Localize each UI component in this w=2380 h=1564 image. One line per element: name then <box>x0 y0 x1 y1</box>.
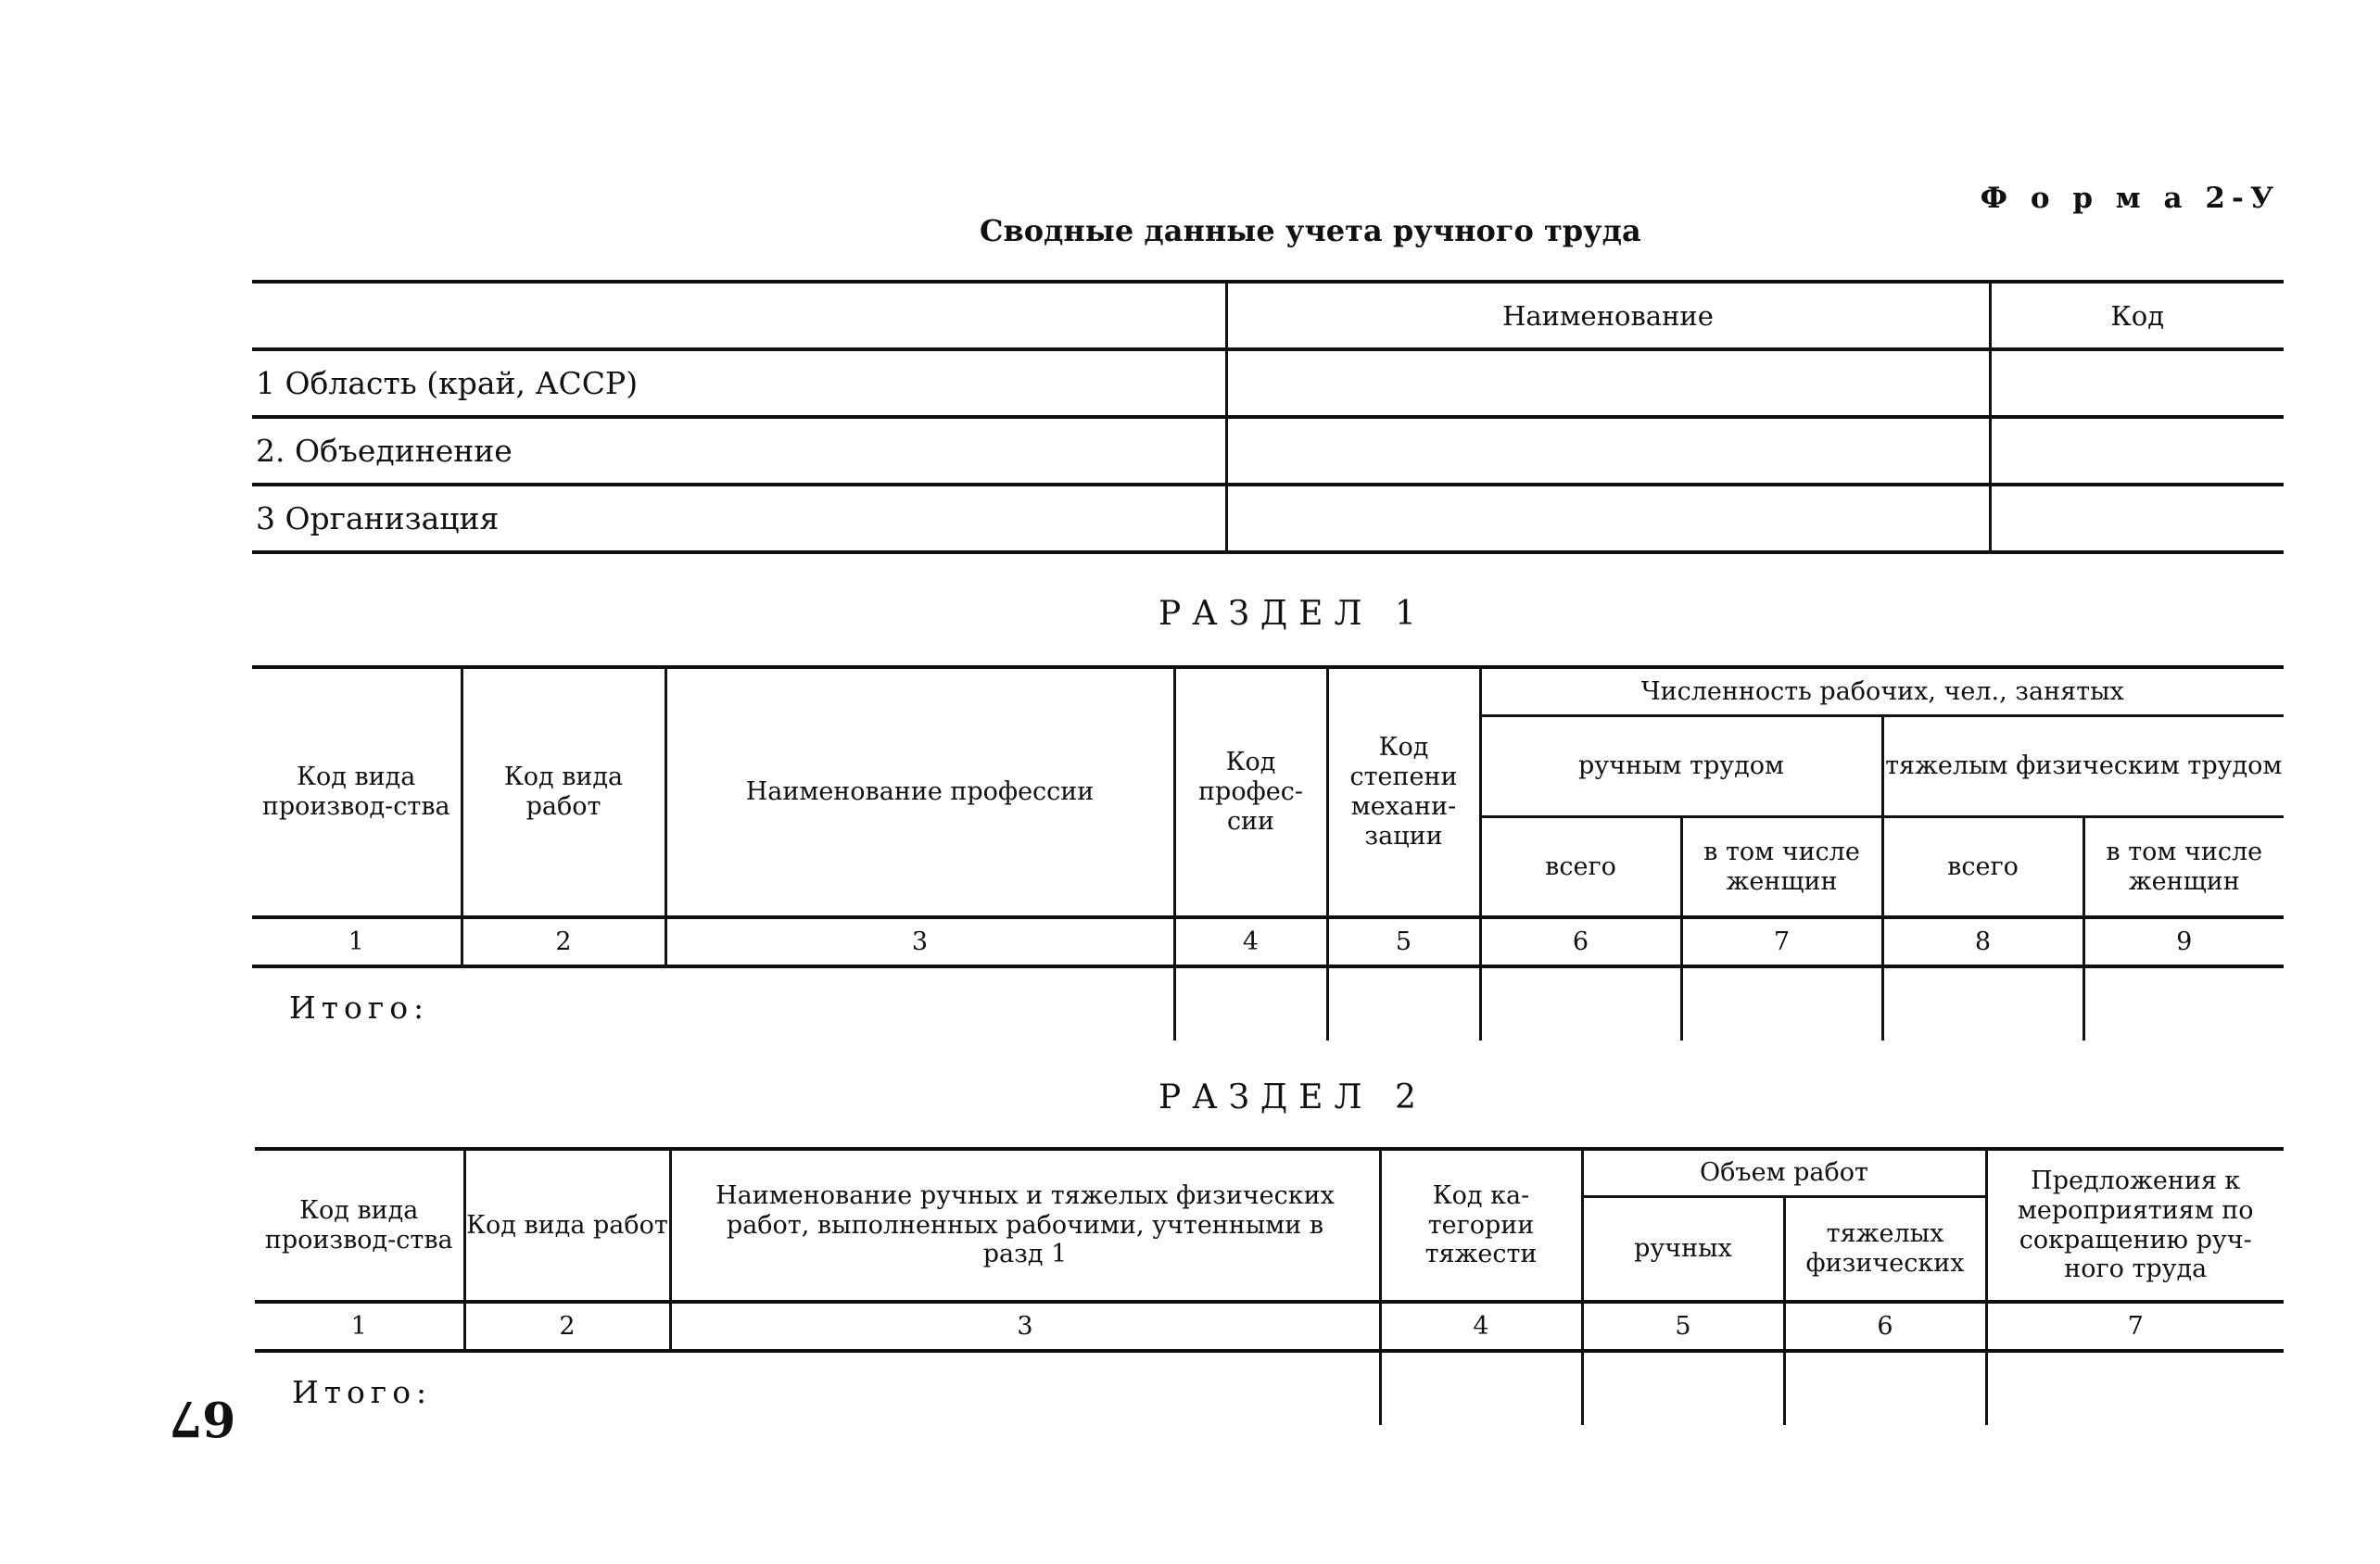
column-number: 4 <box>1174 917 1327 966</box>
row-label-organization: 3 Организация <box>252 485 1226 552</box>
total-cell <box>2083 966 2284 1041</box>
col-header-mechanization-code: Код степени механи-зации <box>1327 667 1480 917</box>
total-cell <box>1327 966 1480 1041</box>
column-number: 3 <box>670 1302 1380 1351</box>
total-row <box>252 966 2284 1041</box>
column-number: 7 <box>1986 1302 2284 1351</box>
column-number: 4 <box>1380 1302 1582 1351</box>
column-number: 2 <box>464 1302 670 1351</box>
col-header-heavy-women: в том числе женщин <box>2083 817 2284 918</box>
document-title: Сводные данные учета ручного труда <box>980 213 1641 248</box>
region-name-cell <box>1226 349 1990 417</box>
column-numbers-row <box>252 917 2284 966</box>
total-cell <box>1380 1351 1582 1425</box>
table-row <box>252 417 2284 485</box>
total-label: Итого: <box>289 989 430 1026</box>
total-row <box>255 1351 2284 1425</box>
row-label-region: 1 Область (край, АССР) <box>252 349 1226 417</box>
column-number: 9 <box>2083 917 2284 966</box>
name-column-header: Наименование <box>1226 282 1990 349</box>
section-1-table <box>252 665 2284 1041</box>
header-row <box>252 282 2284 349</box>
col-header-severity-code: Код ка-тегории тяжести <box>1380 1149 1582 1302</box>
total-cell <box>1784 1351 1986 1425</box>
total-label: Итого: <box>292 1373 433 1410</box>
total-cell <box>1986 1351 2284 1425</box>
col-header-profession-code: Код профес-сии <box>1174 667 1327 917</box>
section-2-table <box>255 1147 2284 1425</box>
col-header-profession-name: Наименование профессии <box>665 667 1174 917</box>
col-header-manual-volume: ручных <box>1582 1197 1784 1303</box>
column-number: 7 <box>1681 917 1882 966</box>
header-table <box>252 280 2284 554</box>
total-cell <box>1582 1351 1784 1425</box>
col-header-manual-women: в том числе женщин <box>1681 817 1882 918</box>
column-number: 1 <box>255 1302 464 1351</box>
association-name-cell <box>1226 417 1990 485</box>
group-header-worker-count: Численность рабочих, чел., занятых <box>1480 667 2284 716</box>
section-2-title: РАЗДЕЛ 2 <box>1158 1078 1427 1116</box>
col-header-production-code: Код вида производ-ства <box>261 763 450 821</box>
page-number: 67 <box>169 1390 236 1446</box>
column-numbers-row <box>255 1302 2284 1351</box>
total-cell <box>1480 966 1681 1041</box>
column-number: 5 <box>1582 1302 1784 1351</box>
organization-code-cell <box>1990 485 2284 552</box>
column-number: 2 <box>462 917 665 966</box>
col-header-proposals: Предложения к мероприятиям по сокращению руч-ного труда <box>1986 1149 2284 1302</box>
total-cell <box>1882 966 2083 1041</box>
column-number: 8 <box>1882 917 2083 966</box>
total-cell <box>1681 966 1882 1041</box>
form-label: Ф о р м а 2-У <box>1980 182 2280 215</box>
group-header-work-volume: Объем работ <box>1582 1149 1986 1197</box>
col-header-heavy-volume: тяжелых физических <box>1784 1197 1986 1303</box>
col-header-work-type-code: Код вида работ <box>464 1149 670 1302</box>
column-number: 6 <box>1784 1302 1986 1351</box>
association-code-cell <box>1990 417 2284 485</box>
col-header-manual-total: всего <box>1480 817 1681 918</box>
header-blank-cell <box>252 282 1226 349</box>
section-1-title: РАЗДЕЛ 1 <box>1158 595 1427 633</box>
row-label-association: 2. Объединение <box>252 417 1226 485</box>
column-number: 1 <box>252 917 462 966</box>
column-number: 6 <box>1480 917 1681 966</box>
col-header-work-type-code: Код вида работ <box>462 667 665 917</box>
col-header-heavy-total: всего <box>1882 817 2083 918</box>
total-cell <box>1174 966 1327 1041</box>
region-code-cell <box>1990 349 2284 417</box>
column-number: 5 <box>1327 917 1480 966</box>
column-number: 3 <box>665 917 1174 966</box>
col-header-work-name: Наименование ручных и тяжелых физических работ, выполненных рабочими, учтенными в разд 1 <box>670 1149 1380 1302</box>
subgroup-header-manual: ручным трудом <box>1480 716 1882 817</box>
code-column-header: Код <box>1990 282 2284 349</box>
table-row <box>252 349 2284 417</box>
organization-name-cell <box>1226 485 1990 552</box>
subgroup-header-heavy: тяжелым физическим трудом <box>1882 716 2284 817</box>
col-header-production-code: Код вида производ-ства <box>264 1195 453 1255</box>
table-row <box>252 485 2284 552</box>
